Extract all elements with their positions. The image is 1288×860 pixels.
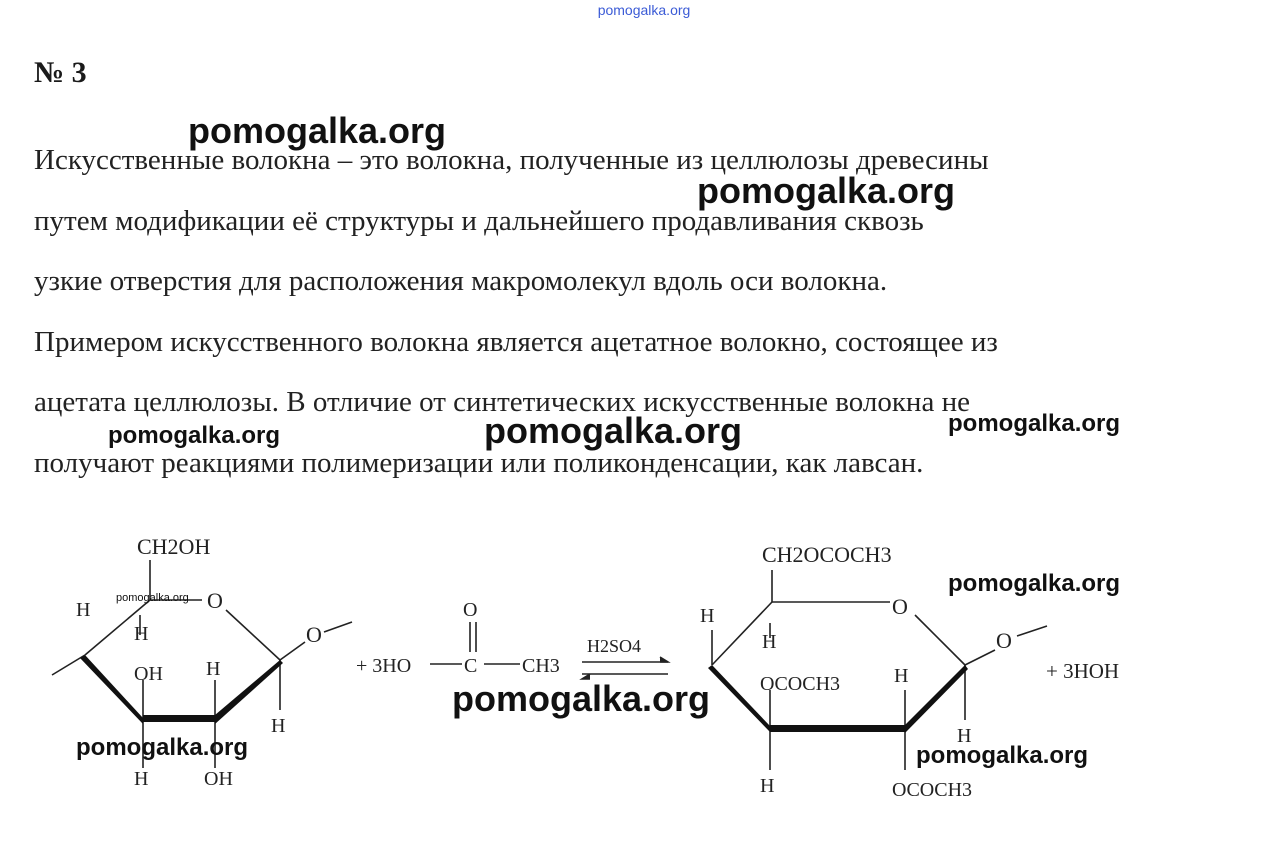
reagent-prefix-label: + 3HO [356, 655, 412, 677]
acetylation-reaction-scheme [0, 520, 1288, 820]
right-link-oxygen-label: O [996, 628, 1012, 653]
right-ococh3-label: OCOCH3 [760, 673, 841, 695]
watermark: pomogalka.org [452, 678, 711, 719]
watermark: pomogalka.org [948, 570, 1121, 597]
watermark: pomogalka.org [948, 410, 1121, 437]
right-h-label: H [760, 775, 775, 797]
site-link[interactable]: pomogalka.org [597, 2, 691, 18]
watermark: pomogalka.org [116, 592, 189, 604]
watermark: pomogalka.org [76, 734, 249, 761]
right-h-label: H [957, 725, 972, 747]
left-h-label: H [76, 599, 91, 621]
right-ococh3-label: OCOCH3 [892, 779, 973, 801]
right-ring-oxygen-label: O [892, 594, 908, 619]
paragraph-line: получают реакциями полимеризации или поликонденсации, как лавсан. [34, 446, 924, 479]
paragraph-line: узкие отверстия для расположения макромолекул вдоль оси волокна. [34, 265, 888, 298]
left-ch2oh-label: CH2OH [137, 534, 211, 559]
left-oh-label: OH [204, 768, 233, 790]
reagent-carbon-label: C [464, 655, 478, 677]
left-h-label: H [271, 715, 286, 737]
watermark: pomogalka.org [484, 410, 743, 451]
right-ch2ococh3-label: CH2OCOCH3 [762, 542, 892, 567]
right-h-label: H [700, 605, 715, 627]
watermark: pomogalka.org [697, 170, 956, 211]
exercise-number: № 3 [34, 56, 87, 89]
watermark: pomogalka.org [108, 422, 281, 449]
right-h-label: H [762, 631, 777, 653]
watermark: pomogalka.org [916, 742, 1089, 769]
right-h-label: H [894, 665, 909, 687]
reagent-ch3-label: CH3 [522, 655, 560, 677]
watermark: pomogalka.org [188, 110, 447, 151]
catalyst-label: H2SO4 [587, 636, 642, 656]
left-ring-oxygen-label: O [207, 588, 223, 613]
product-label: + 3HOH [1046, 659, 1120, 683]
left-oh-label: OH [134, 663, 163, 685]
left-h-label: H [134, 623, 149, 645]
paragraph-line: Искусственные волокна – это волокна, полученные из целлюлозы древесины [34, 144, 989, 176]
left-link-oxygen-label: O [306, 622, 322, 647]
paragraph-line: Примером искусственного волокна является ацетатное волокно, состоящее из [34, 325, 998, 358]
paragraph-line: ацетата целлюлозы. В отличие от синтетических искусственные волокна не [34, 386, 970, 419]
left-h-label: H [206, 658, 221, 680]
paragraph-line: путем модификации её структуры и дальнейшего продавливания сквозь [34, 204, 924, 237]
left-h-label: H [134, 768, 149, 790]
reagent-oxygen-label: O [463, 599, 478, 621]
